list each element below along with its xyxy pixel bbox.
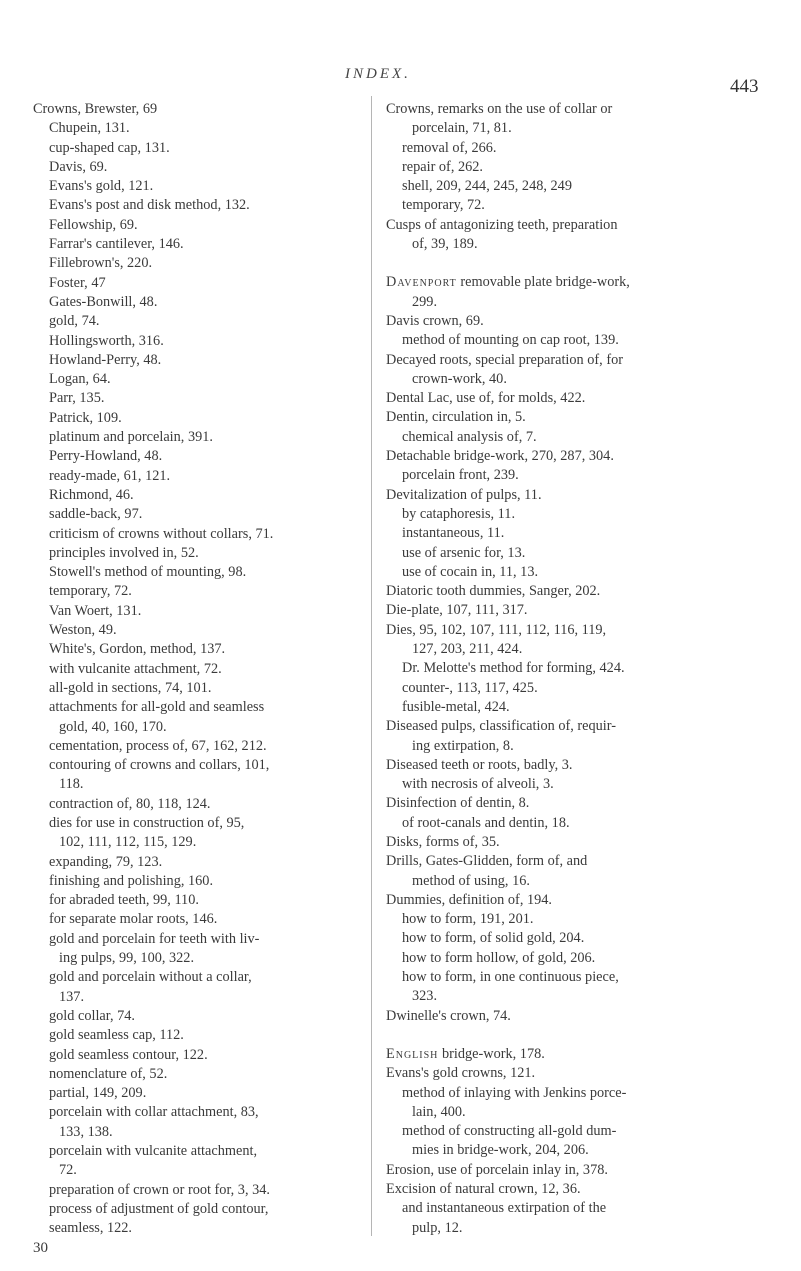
index-entry-text: bridge-work, 178. xyxy=(438,1045,545,1062)
index-entry-text: Perry-Howland, 48. xyxy=(49,448,163,465)
index-entry xyxy=(33,1007,363,1026)
index-entry xyxy=(33,698,363,717)
index-entry xyxy=(33,1026,363,1045)
index-entry-text: fusible-metal, 424. xyxy=(402,698,510,715)
index-entry-text: Evans's gold crowns, 121. xyxy=(386,1065,536,1082)
index-entry xyxy=(33,891,363,910)
index-entry xyxy=(33,235,363,254)
running-title: INDEX. xyxy=(345,66,411,82)
index-entry xyxy=(33,216,363,235)
index-entry-text: gold, 74. xyxy=(49,313,100,330)
index-entry-text: instantaneous, 11. xyxy=(402,525,505,542)
index-entry xyxy=(33,254,363,273)
index-entry-text: cementation, process of, 67, 162, 212. xyxy=(49,737,267,754)
index-entry xyxy=(33,795,363,814)
index-entry xyxy=(33,930,363,949)
index-entry-text: attachments for all-gold and seamless xyxy=(49,699,265,716)
index-entry xyxy=(386,1103,756,1122)
index-entry-text: Detachable bridge-work, 270, 287, 304. xyxy=(386,448,614,465)
index-entry-text: 137. xyxy=(59,988,85,1005)
index-entry-text: Die-plate, 107, 111, 317. xyxy=(386,602,528,619)
index-entry xyxy=(386,100,756,119)
index-entry xyxy=(33,1103,363,1122)
index-entry xyxy=(33,351,363,370)
index-entry xyxy=(33,756,363,775)
index-entry-text: Logan, 64. xyxy=(49,371,111,388)
index-entry xyxy=(33,467,363,486)
index-entry xyxy=(386,1219,756,1238)
index-entry-text: 133, 138. xyxy=(59,1123,113,1140)
index-entry xyxy=(386,582,756,601)
index-entry-text: Disinfection of dentin, 8. xyxy=(386,795,530,812)
index-entry-text: Erosion, use of porcelain inlay in, 378. xyxy=(386,1161,608,1178)
index-entry xyxy=(33,158,363,177)
index-entry-text: dies for use in construction of, 95, xyxy=(49,814,245,831)
index-entry xyxy=(386,852,756,871)
index-entry-text: Dies, 95, 102, 107, 111, 112, 116, 119, xyxy=(386,621,607,638)
page-number: 443 xyxy=(730,76,759,97)
index-entry xyxy=(33,293,363,312)
index-entry-text: process of adjustment of gold contour, xyxy=(49,1200,269,1217)
index-entry xyxy=(33,582,363,601)
index-entry-text: principles involved in, 52. xyxy=(49,544,199,561)
index-entry-text: mies in bridge-work, 204, 206. xyxy=(412,1142,589,1159)
index-entry-text: counter-, 113, 117, 425. xyxy=(402,679,538,696)
index-entry-text: 323. xyxy=(412,988,438,1005)
index-entry xyxy=(33,640,363,659)
index-entry-text: removable plate bridge-work, xyxy=(456,274,630,291)
index-entry-text: how to form, of solid gold, 204. xyxy=(402,930,585,947)
index-entry xyxy=(386,987,756,1006)
index-entry xyxy=(386,601,756,620)
index-entry xyxy=(386,466,756,485)
index-entry-text: Crowns, remarks on the use of collar or xyxy=(386,101,613,117)
page-header xyxy=(0,60,801,100)
index-entry xyxy=(386,273,756,292)
index-entry-text: gold and porcelain without a collar, xyxy=(49,969,252,986)
index-entry-text: Dr. Melotte's method for forming, 424. xyxy=(402,660,625,677)
index-entry-text: Dentin, circulation in, 5. xyxy=(386,409,526,426)
index-entry-text: temporary, 72. xyxy=(402,197,485,214)
index-entry-text: Excision of natural crown, 12, 36. xyxy=(386,1181,581,1198)
index-entry xyxy=(386,158,756,177)
index-entry xyxy=(386,139,756,158)
index-entry xyxy=(386,331,756,350)
index-entry xyxy=(386,640,756,659)
index-entry-text: nomenclature of, 52. xyxy=(49,1065,168,1082)
index-entry xyxy=(33,660,363,679)
index-entry-text: temporary, 72. xyxy=(49,583,132,600)
index-entry-text: method of constructing all-gold dum- xyxy=(402,1123,617,1140)
index-entry-text: Evans's gold, 121. xyxy=(49,178,154,195)
index-entry xyxy=(386,698,756,717)
index-column-left xyxy=(33,100,363,1258)
index-entry xyxy=(33,814,363,833)
index-entry-text: repair of, 262. xyxy=(402,158,483,175)
index-entry-text: gold, 40, 160, 170. xyxy=(59,718,167,735)
index-entry-text: shell, 209, 244, 245, 248, 249 xyxy=(402,178,572,195)
index-entry-text: Weston, 49. xyxy=(49,622,117,639)
index-entry xyxy=(386,408,756,427)
index-entry-text: porcelain with vulcanite attachment, xyxy=(49,1143,258,1160)
index-entry xyxy=(33,1123,363,1142)
entry-gap xyxy=(386,254,756,273)
index-entry xyxy=(386,872,756,891)
index-entry-text: porcelain, 71, 81. xyxy=(412,120,512,137)
index-entry xyxy=(33,679,363,698)
index-entry-text: method of inlaying with Jenkins porce- xyxy=(402,1084,627,1101)
index-entry xyxy=(33,1181,363,1200)
index-entry-text: platinum and porcelain, 391. xyxy=(49,429,213,446)
index-entry-text: by cataphoresis, 11. xyxy=(402,505,516,522)
index-entry-text: Stowell's method of mounting, 98. xyxy=(49,564,247,581)
index-entry-text: expanding, 79, 123. xyxy=(49,853,163,870)
index-entry-text: Fellowship, 69. xyxy=(49,216,138,233)
index-entry-text: gold collar, 74. xyxy=(49,1007,135,1024)
index-entry-text: with vulcanite attachment, 72. xyxy=(49,660,222,677)
index-entry-text: of root-canals and dentin, 18. xyxy=(402,814,570,831)
index-entry-text: Gates-Bonwill, 48. xyxy=(49,293,158,310)
index-entry xyxy=(386,621,756,640)
index-entry xyxy=(33,505,363,524)
index-entry xyxy=(33,910,363,929)
index-entry xyxy=(386,910,756,929)
index-entry xyxy=(386,351,756,370)
index-entry xyxy=(33,949,363,968)
index-entry-text: lain, 400. xyxy=(412,1103,466,1120)
index-entry xyxy=(386,1141,756,1160)
index-entry xyxy=(33,1084,363,1103)
index-entry xyxy=(33,544,363,563)
index-entry-text: all-gold in sections, 74, 101. xyxy=(49,679,212,696)
index-entry-text: Hollingsworth, 316. xyxy=(49,332,164,349)
index-entry xyxy=(33,370,363,389)
index-entry xyxy=(386,486,756,505)
index-entry-text: cup-shaped cap, 131. xyxy=(49,139,170,156)
index-entry xyxy=(386,794,756,813)
index-entry-text: how to form hollow, of gold, 206. xyxy=(402,949,596,966)
index-entry-text: 72. xyxy=(59,1162,77,1179)
index-entry-lead: Davenport xyxy=(386,274,457,291)
index-entry xyxy=(33,602,363,621)
index-entry xyxy=(33,1046,363,1065)
index-entry-text: 118. xyxy=(59,776,84,793)
index-entry xyxy=(33,409,363,428)
index-entry-text: Foster, 47 xyxy=(49,274,106,291)
index-entry-text: ing extirpation, 8. xyxy=(412,737,514,754)
index-entry xyxy=(33,525,363,544)
index-entry xyxy=(33,988,363,1007)
index-entry-text: contraction of, 80, 118, 124. xyxy=(49,795,211,812)
index-entry-text: removal of, 266. xyxy=(402,139,497,156)
index-entry-text: gold seamless cap, 112. xyxy=(49,1027,184,1044)
index-entry xyxy=(386,428,756,447)
index-entry xyxy=(386,524,756,543)
index-entry-text: Dummies, definition of, 194. xyxy=(386,891,552,908)
index-entry-lead: English xyxy=(386,1045,439,1062)
cut-off-fragment: 30 xyxy=(33,1239,48,1256)
index-entry-text: method of mounting on cap root, 139. xyxy=(402,332,619,349)
index-entry xyxy=(386,833,756,852)
index-entry xyxy=(386,659,756,678)
index-entry-text: ing pulps, 99, 100, 322. xyxy=(59,950,195,967)
index-entry xyxy=(386,1045,756,1064)
index-entry xyxy=(33,853,363,872)
index-entry-text: ready-made, 61, 121. xyxy=(49,467,171,484)
index-entry-text: finishing and polishing, 160. xyxy=(49,872,214,889)
index-entry xyxy=(386,814,756,833)
index-entry xyxy=(33,119,363,138)
index-entry-text: Richmond, 46. xyxy=(49,486,134,503)
index-entry-text: Evans's post and disk method, 132. xyxy=(49,197,250,214)
index-entry-text: Dental Lac, use of, for molds, 422. xyxy=(386,390,586,407)
column-divider xyxy=(371,96,372,1236)
index-entry-text: seamless, 122. xyxy=(49,1220,132,1237)
index-entry xyxy=(386,949,756,968)
index-entry xyxy=(33,332,363,351)
index-entry xyxy=(386,196,756,215)
index-entry-text: gold and porcelain for teeth with liv- xyxy=(49,930,260,947)
index-entry xyxy=(386,1084,756,1103)
index-entry xyxy=(33,968,363,987)
index-entry xyxy=(33,1200,363,1219)
index-entry-text: for abraded teeth, 99, 110. xyxy=(49,892,199,909)
index-entry-text: use of cocain in, 11, 13. xyxy=(402,563,539,580)
index-entry-text: method of using, 16. xyxy=(412,872,530,889)
index-entry xyxy=(33,428,363,447)
index-entry xyxy=(386,891,756,910)
index-entry xyxy=(33,1161,363,1180)
index-entry-text: Diseased teeth or roots, badly, 3. xyxy=(386,756,573,773)
index-entry-text: crown-work, 40. xyxy=(412,370,507,387)
index-entry xyxy=(386,563,756,582)
index-entry xyxy=(386,968,756,987)
index-entry xyxy=(33,389,363,408)
index-entry xyxy=(386,929,756,948)
index-entry xyxy=(386,1122,756,1141)
index-entry-text: Howland-Perry, 48. xyxy=(49,351,162,368)
index-entry-text: Farrar's cantilever, 146. xyxy=(49,236,184,253)
index-entry-text: and instantaneous extirpation of the xyxy=(402,1200,607,1217)
index-entry xyxy=(33,1219,363,1238)
entry-gap xyxy=(386,1026,756,1045)
index-entry-text: Disks, forms of, 35. xyxy=(386,833,500,850)
index-entry-text: Diseased pulps, classification of, requir- xyxy=(386,718,616,735)
index-entry-text: criticism of crowns without collars, 71. xyxy=(49,525,274,542)
index-entry xyxy=(33,737,363,756)
index-entry-text: contouring of crowns and collars, 101, xyxy=(49,757,270,774)
index-entry-text: Cusps of antagonizing teeth, preparation xyxy=(386,216,618,233)
index-entry xyxy=(386,389,756,408)
index-entry-text: Fillebrown's, 220. xyxy=(49,255,153,272)
index-entry-text: Van Woert, 131. xyxy=(49,602,142,619)
index-entry xyxy=(33,312,363,331)
index-entry-text: for separate molar roots, 146. xyxy=(49,911,218,928)
index-entry-text: saddle-back, 97. xyxy=(49,506,143,523)
index-entry xyxy=(386,1064,756,1083)
index-entry xyxy=(33,1142,363,1161)
index-entry-text: porcelain with collar attachment, 83, xyxy=(49,1104,259,1121)
index-entry-text: chemical analysis of, 7. xyxy=(402,428,537,445)
index-entry-text: Chupein, 131. xyxy=(49,120,130,137)
index-entry-text: Diatoric tooth dummies, Sanger, 202. xyxy=(386,583,601,600)
index-entry-text: preparation of crown or root for, 3, 34. xyxy=(49,1181,270,1198)
index-entry-text: Davis crown, 69. xyxy=(386,312,484,329)
index-entry-text: 127, 203, 211, 424. xyxy=(412,641,523,658)
index-entry-text: of, 39, 189. xyxy=(412,236,478,253)
index-entry-text: Crowns, Brewster, 69 xyxy=(33,101,158,117)
index-entry xyxy=(386,544,756,563)
index-entry xyxy=(33,621,363,640)
index-entry-text: how to form, 191, 201. xyxy=(402,911,534,928)
index-entry-text: Devitalization of pulps, 11. xyxy=(386,486,542,503)
index-entry xyxy=(386,775,756,794)
index-entry xyxy=(386,1007,756,1026)
index-entry-text: use of arsenic for, 13. xyxy=(402,544,526,561)
index-entry xyxy=(386,1161,756,1180)
index-entry xyxy=(33,775,363,794)
index-entry xyxy=(33,447,363,466)
index-entry xyxy=(33,196,363,215)
index-entry-text: how to form, in one continuous piece, xyxy=(402,969,619,986)
index-entry-text: Patrick, 109. xyxy=(49,409,122,426)
index-entry xyxy=(386,447,756,466)
index-entry xyxy=(386,505,756,524)
index-entry xyxy=(33,718,363,737)
index-entry-text: partial, 149, 209. xyxy=(49,1085,147,1102)
index-entry xyxy=(33,833,363,852)
index-entry-text: White's, Gordon, method, 137. xyxy=(49,641,226,658)
index-entry xyxy=(386,1180,756,1199)
index-entry-text: pulp, 12. xyxy=(412,1219,463,1236)
index-entry xyxy=(386,119,756,138)
index-entry-text: Davis, 69. xyxy=(49,158,108,175)
index-entry xyxy=(386,756,756,775)
index-entry-text: Parr, 135. xyxy=(49,390,105,407)
index-entry xyxy=(33,563,363,582)
index-entry xyxy=(33,100,363,119)
index-entry-text: with necrosis of alveoli, 3. xyxy=(402,776,554,793)
index-entry xyxy=(33,1065,363,1084)
index-entry xyxy=(33,139,363,158)
index-entry xyxy=(33,274,363,293)
index-entry xyxy=(33,486,363,505)
index-entry-text: Decayed roots, special preparation of, for xyxy=(386,351,623,368)
index-entry xyxy=(33,872,363,891)
index-entry-text: Drills, Gates-Glidden, form of, and xyxy=(386,853,588,870)
index-entry-text: 299. xyxy=(412,293,438,310)
index-column-right xyxy=(386,100,756,1238)
index-entry xyxy=(386,235,756,254)
index-entry xyxy=(386,717,756,736)
index-entry xyxy=(386,679,756,698)
index-entry-text: 102, 111, 112, 115, 129. xyxy=(59,834,197,851)
index-entry xyxy=(386,293,756,312)
index-entry xyxy=(386,370,756,389)
index-entry xyxy=(386,1199,756,1218)
index-entry xyxy=(386,216,756,235)
index-entry xyxy=(33,177,363,196)
index-entry-text: porcelain front, 239. xyxy=(402,467,519,484)
index-entry xyxy=(386,177,756,196)
index-entry xyxy=(386,312,756,331)
index-entry-text: Dwinelle's crown, 74. xyxy=(386,1007,511,1024)
index-entry-text: gold seamless contour, 122. xyxy=(49,1046,208,1063)
index-entry xyxy=(386,737,756,756)
